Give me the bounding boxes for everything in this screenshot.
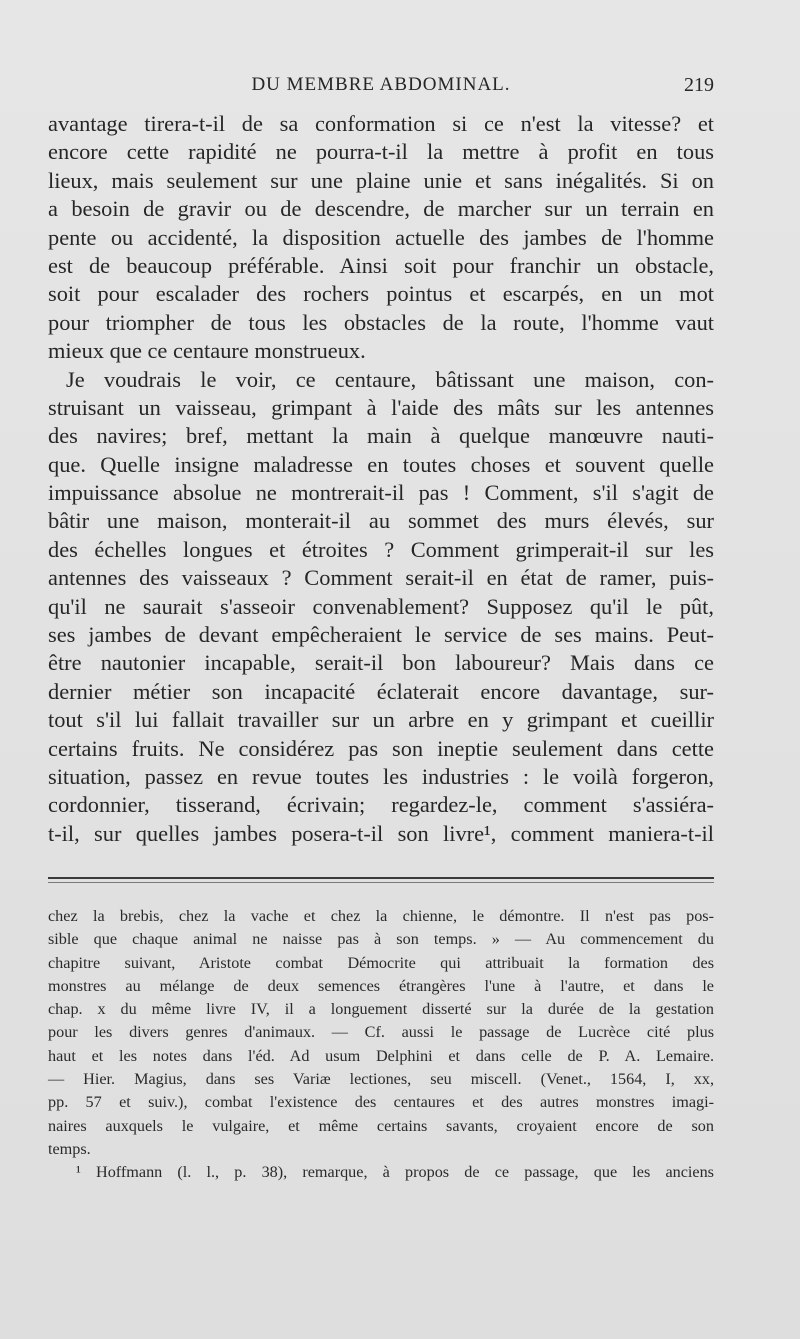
footnote-line: chapitre suivant, Aristote combat Démocrite qui attribuait la formation des [48,953,714,972]
text-line: avantage tirera-t-il de sa conformation si ce n'est la vitesse? et [48,111,714,136]
footnote-line: temps. [48,1139,91,1158]
text-line: dernier métier son incapacité éclaterait encore davantage, sur- [48,678,714,704]
footnote-line: chez la brebis, chez la vache et chez la chienne, le démontre. Il n'est pas pos- [48,907,714,925]
text-line: situation, passez en revue toutes les industries : le voilà forgeron, [48,763,714,789]
footnote-line: pour les divers genres d'animaux. — Cf. aussi le passage de Lucrèce cité plus [48,1023,714,1042]
text-line: encore cette rapidité ne pourra-t-il la mettre à profit en tous [48,139,714,165]
footnote-line: ¹ Hoffmann (l. l., p. 38), remarque, à propos de ce passage, que les anciens [76,1163,714,1182]
footnote-line: sible que chaque animal ne naisse pas à son temps. » — Au commencement du [48,930,714,949]
footnote-line: chap. x du même livre IV, il a longuement disserté sur la durée de la gestation [48,1000,714,1019]
text-line: lieux, mais seulement sur une plaine unie et sans inégalités. Si on [48,167,714,193]
text-line: tout s'il lui fallait travailler sur un arbre en y grimpant et cueillir [48,707,714,733]
text-line: bâtir une maison, monterait-il au sommet des murs élevés, sur [48,508,714,534]
footnote-divider-thin [48,882,714,883]
text-line: mieux que ce centaure monstrueux. [48,338,366,364]
footnote-line: pp. 57 et suiv.), combat l'existence des centaures et des autres monstres imagi- [48,1093,714,1112]
footnote-divider [48,877,714,879]
text-line: des échelles longues et étroites ? Comment grimperait-il sur les [48,536,714,562]
running-head [48,74,714,102]
footnote-line: naires auxquels le vulgaire, et même certains savants, croyaient encore de son [48,1116,714,1135]
footnote-line: monstres au mélange de deux semences étrangères l'une à l'autre, et dans le [48,976,714,995]
text-line: cordonnier, tisserand, écrivain; regardez-le, comment s'assiéra- [48,792,714,818]
text-line: pour triompher de tous les obstacles de la route, l'homme vaut [48,309,714,335]
text-line: ses jambes de devant empêcheraient le service de ses mains. Peut- [48,622,714,648]
text-line: antennes des vaisseaux ? Comment serait-il en état de ramer, puis- [48,565,714,591]
text-line: être nautonier incapable, serait-il bon laboureur? Mais dans ce [48,650,714,676]
footnote-line: — Hier. Magius, dans ses Variæ lectiones, seu miscell. (Venet., 1564, I, xx, [48,1070,714,1089]
text-line: pente ou accidenté, la disposition actuelle des jambes de l'homme [48,224,714,250]
text-line: que. Quelle insigne maladresse en toutes choses et souvent quelle [48,451,714,477]
text-line: est de beaucoup préférable. Ainsi soit pour franchir un obstacle, [48,252,714,278]
text-line: soit pour escalader des rochers pointus et escarpés, en un mot [48,281,714,307]
running-title: DU MEMBRE ABDOMINAL. [251,74,511,95]
text-line: Je voudrais le voir, ce centaure, bâtissant une maison, con- [66,366,714,392]
text-line: impuissance absolue ne montrerait-il pas ! Comment, s'il s'agit de [48,480,714,506]
text-line: t-il, sur quelles jambes posera-t-il son livre¹, comment maniera-t-il [48,820,714,846]
page-number: 219 [684,74,714,96]
text-line: qu'il ne saurait s'asseoir convenablement? Supposez qu'il le pût, [48,593,714,619]
footnote-line: haut et les notes dans l'éd. Ad usum Delphini et dans celle de P. A. Lemaire. [48,1046,714,1065]
text-line: certains fruits. Ne considérez pas son ineptie seulement dans cette [48,735,714,761]
main-text [48,110,714,848]
text-line: struisant un vaisseau, grimpant à l'aide des mâts sur les antennes [48,394,714,420]
text-line: a besoin de gravir ou de descendre, de marcher sur un terrain en [48,196,714,222]
text-line: des navires; bref, mettant la main à quelque manœuvre nauti- [48,423,714,449]
footnotes [48,905,714,1185]
